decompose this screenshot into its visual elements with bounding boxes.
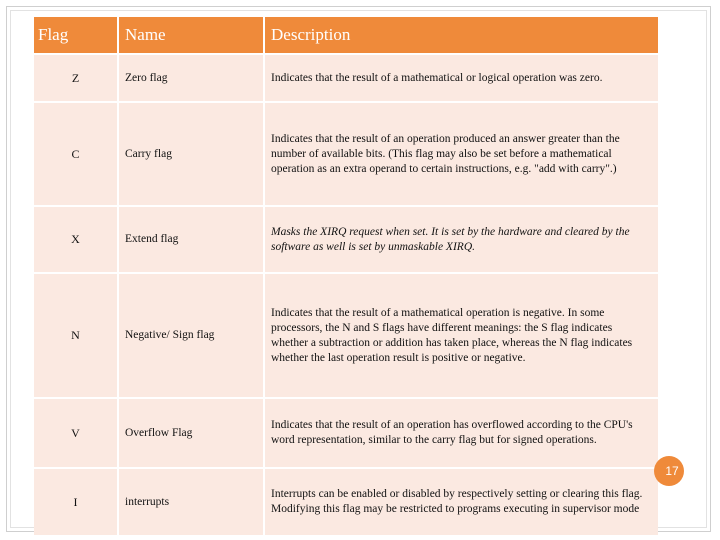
description-cell: Indicates that the result of a mathematical operation is negative. In some processors, the N and S flags have different meanings: the S flag indicates whether a subtraction or addition has taken place, whereas the N flag indicates whether the last operation result is positive or negative. <box>264 273 658 398</box>
name-cell: Extend flag <box>118 206 264 273</box>
description-cell: Indicates that the result of a mathematical or logical operation was zero. <box>264 54 658 102</box>
flag-cell: I <box>34 468 118 535</box>
flag-cell: X <box>34 206 118 273</box>
description-cell: Indicates that the result of an operation has overflowed according to the CPU's word representation, similar to the carry flag but for signed operations. <box>264 398 658 468</box>
table-row <box>34 54 658 102</box>
table-row <box>34 468 658 535</box>
table-row <box>34 206 658 273</box>
flags-table <box>34 17 658 535</box>
flag-cell: C <box>34 102 118 206</box>
flag-cell: Z <box>34 54 118 102</box>
header-row <box>34 17 658 54</box>
name-cell: Zero flag <box>118 54 264 102</box>
name-cell: Carry flag <box>118 102 264 206</box>
name-cell: Negative/ Sign flag <box>118 273 264 398</box>
description-cell: Masks the XIRQ request when set. It is set by the hardware and cleared by the software as well is set by unmaskable XIRQ. <box>264 206 658 273</box>
table-row <box>34 398 658 468</box>
name-cell: interrupts <box>118 468 264 535</box>
name-cell: Overflow Flag <box>118 398 264 468</box>
flag-cell: V <box>34 398 118 468</box>
page-number-badge: 17 <box>654 456 684 486</box>
flag-cell: N <box>34 273 118 398</box>
header-flag: Flag <box>34 17 118 54</box>
description-cell: Indicates that the result of an operation produced an answer greater than the number of available bits. (This flag may also be set before a mathematical operation as an extra operand to certain instructions, e.g. "add with carry".) <box>264 102 658 206</box>
table-row <box>34 273 658 398</box>
header-description: Description <box>264 17 658 54</box>
table-row <box>34 102 658 206</box>
description-cell: Interrupts can be enabled or disabled by respectively setting or clearing this flag. Modifying this flag may be restricted to programs executing in supervisor mode <box>264 468 658 535</box>
header-name: Name <box>118 17 264 54</box>
